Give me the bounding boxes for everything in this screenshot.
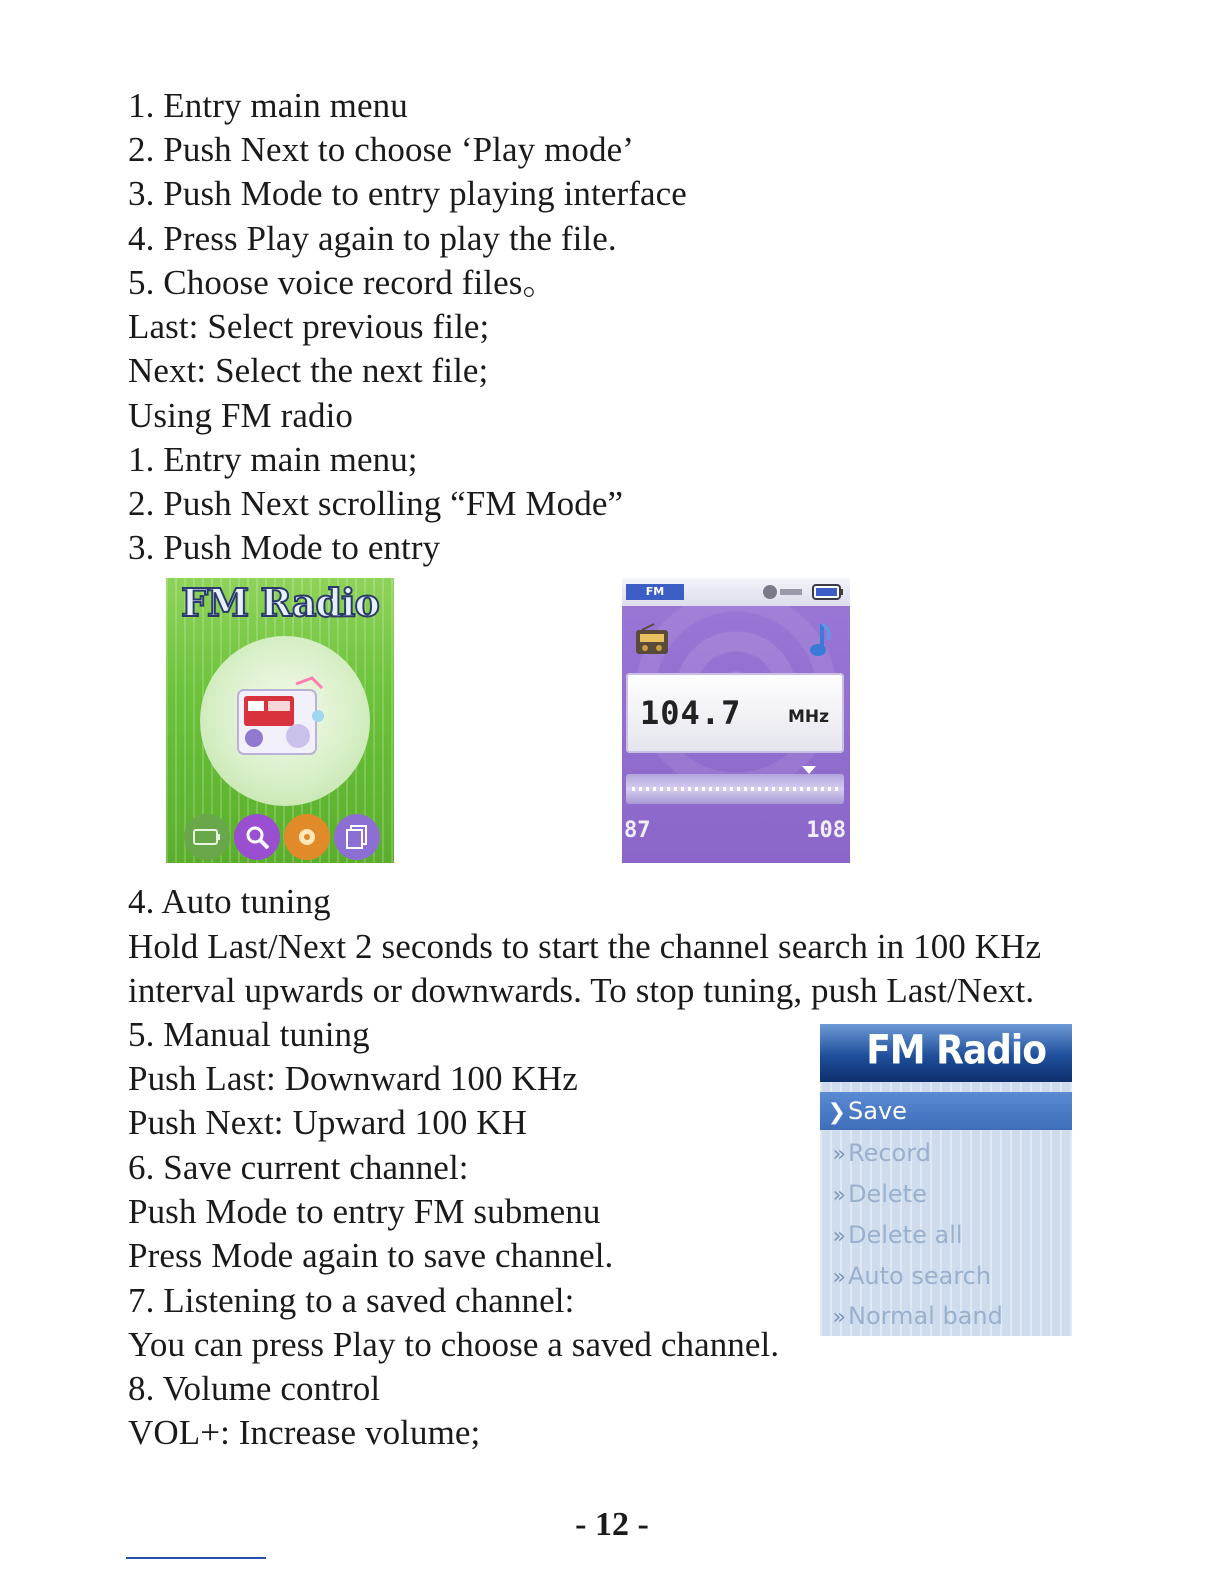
instruction-line: Press Mode again to save channel.: [128, 1236, 614, 1275]
double-chevron-icon: »: [832, 1183, 846, 1208]
band-min-label: 87: [624, 818, 651, 843]
instruction-line: 2. Push Next scrolling “FM Mode”: [128, 484, 624, 523]
fm-submenu-header: [820, 1024, 1072, 1082]
fm-submenu-item-delete-all: »Delete all: [820, 1216, 1072, 1254]
instruction-line: Hold Last/Next 2 seconds to start the channel search in 100 KHz: [128, 927, 1042, 966]
fm-submenu-item-save: ❯Save: [820, 1092, 1072, 1130]
instruction-line: VOL+: Increase volume;: [128, 1413, 481, 1452]
instruction-line: 1. Entry main menu: [128, 86, 408, 125]
instruction-line: 2. Push Next to choose ‘Play mode’: [128, 130, 634, 169]
fm-submenu-item-delete: »Delete: [820, 1175, 1072, 1213]
radio-icon: [634, 622, 670, 658]
copy-icon: [334, 814, 380, 860]
instruction-line: 8. Volume control: [128, 1369, 381, 1408]
band-max-label: 108: [806, 818, 846, 843]
battery-icon: [812, 582, 844, 602]
battery-icon: [184, 814, 230, 860]
instruction-line: 3. Push Mode to entry playing interface: [128, 174, 687, 213]
fm-play-screenshot: [622, 578, 850, 863]
fm-badge: FM: [626, 584, 684, 600]
instruction-line: 6. Save current channel:: [128, 1148, 469, 1187]
instruction-line: Push Last: Downward 100 KHz: [128, 1059, 578, 1098]
gear-icon: [284, 814, 330, 860]
fm-menu-screenshot: [166, 578, 394, 863]
frequency-value: 104.7: [640, 694, 742, 732]
section-heading: Using FM radio: [128, 396, 354, 435]
fm-menu-dock: [166, 810, 394, 863]
music-note-icon: [808, 620, 838, 660]
page-number: - 12 -: [575, 1506, 649, 1543]
instruction-line: Last: Select previous file;: [128, 307, 490, 346]
volume-icon: [762, 583, 806, 601]
instruction-line: 4. Press Play again to play the file.: [128, 219, 617, 258]
radio-icon: [232, 676, 328, 768]
instruction-line: 1. Entry main menu;: [128, 440, 418, 479]
fm-submenu-title: FM Radio: [866, 1027, 1046, 1074]
frequency-unit: MHz: [788, 707, 830, 727]
double-chevron-icon: »: [832, 1142, 846, 1167]
frequency-display: [626, 673, 844, 753]
footnote-rule: [126, 1557, 266, 1559]
instruction-line: interval upwards or downwards. To stop tuning, push Last/Next.: [128, 971, 1035, 1010]
chevron-right-icon: ❯: [827, 1100, 846, 1125]
double-chevron-icon: »: [832, 1265, 846, 1290]
fm-submenu-screenshot: [820, 1024, 1072, 1336]
instruction-line: 4. Auto tuning: [128, 882, 331, 921]
tuning-scale: [626, 774, 844, 804]
double-chevron-icon: »: [832, 1305, 846, 1330]
tuning-scale-ticks: [626, 774, 844, 804]
instruction-line: Push Mode to entry FM submenu: [128, 1192, 601, 1231]
instruction-line: Next: Select the next file;: [128, 351, 489, 390]
instruction-line: Push Next: Upward 100 KH: [128, 1103, 528, 1142]
fm-submenu-item-record: »Record: [820, 1134, 1072, 1172]
instruction-line: 5. Choose voice record files。: [128, 263, 558, 302]
fm-submenu-item-normal-band: »Normal band: [820, 1297, 1072, 1335]
instruction-line: 7. Listening to a saved channel:: [128, 1281, 575, 1320]
fm-menu-title: FM Radio: [181, 580, 379, 625]
double-chevron-icon: »: [832, 1224, 846, 1249]
instruction-line: You can press Play to choose a saved channel.: [128, 1325, 780, 1364]
instruction-line: 3. Push Mode to entry: [128, 528, 441, 567]
search-icon: [234, 814, 280, 860]
fm-submenu-item-auto-search: »Auto search: [820, 1257, 1072, 1295]
status-bar: [622, 578, 850, 606]
instruction-line: 5. Manual tuning: [128, 1015, 370, 1054]
